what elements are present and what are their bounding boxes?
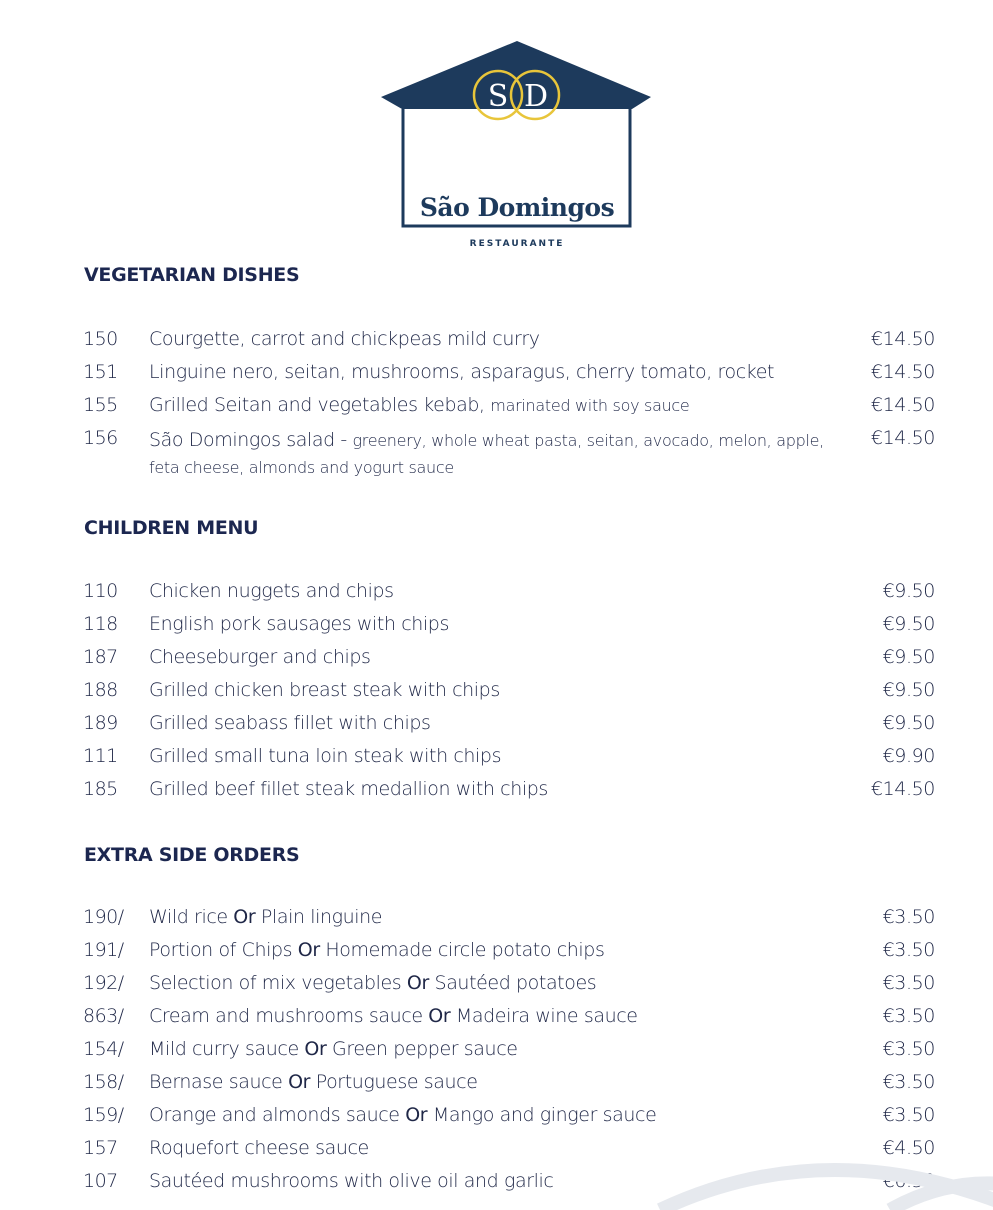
side-option-a: Portion of Chips — [149, 939, 293, 961]
item-description: Courgette, carrot and chickpeas mild curry — [149, 328, 540, 350]
item-description — [149, 1071, 854, 1095]
side-option-a: Orange and almonds sauce — [149, 1104, 400, 1126]
item-number: 157 — [83, 1137, 118, 1159]
watermark-arcs — [640, 1150, 993, 1210]
item-description — [149, 394, 854, 418]
item-price: €9.50 — [882, 613, 935, 635]
side-option-b: Green pepper sauce — [332, 1038, 518, 1060]
item-description — [149, 1038, 854, 1062]
item-description: Roquefort cheese sauce — [149, 1137, 369, 1159]
item-number: 191/ — [83, 939, 124, 961]
or-separator: Or — [297, 939, 320, 961]
item-number: 190/ — [83, 906, 124, 928]
item-price: €14.50 — [870, 361, 935, 383]
item-price: €3.50 — [882, 1071, 935, 1093]
menu-item — [0, 712, 993, 742]
item-description — [149, 427, 839, 481]
item-number: 151 — [83, 361, 118, 383]
item-main-text: Grilled Seitan and vegetables kebab, — [149, 394, 485, 416]
item-description: Grilled beef fillet steak medallion with chips — [149, 778, 548, 800]
menu-item — [0, 778, 993, 808]
item-price: €14.50 — [870, 394, 935, 416]
item-description: Chicken nuggets and chips — [149, 580, 394, 602]
menu-item — [0, 328, 993, 358]
item-note: greenery, whole wheat pasta, seitan, avocado, melon, apple, feta cheese, almonds and yogurt sauce — [149, 431, 824, 477]
item-price: €14.50 — [870, 328, 935, 350]
menu-item — [0, 939, 993, 969]
side-option-a: Selection of mix vegetables — [149, 972, 402, 994]
item-price: €3.50 — [882, 906, 935, 928]
menu-item — [0, 906, 993, 936]
logo-subtitle: RESTAURANTE — [469, 239, 565, 249]
side-option-a: Mild curry sauce — [149, 1038, 299, 1060]
item-number: 185 — [83, 778, 118, 800]
restaurant-logo — [380, 40, 654, 249]
item-description — [149, 972, 854, 996]
item-price: €14.50 — [870, 427, 935, 449]
menu-item — [0, 394, 993, 424]
menu-item — [0, 613, 993, 643]
menu-item — [0, 1104, 993, 1134]
or-separator: Or — [233, 906, 256, 928]
side-option-a: Cream and mushrooms sauce — [149, 1005, 423, 1027]
item-number: 188 — [83, 679, 118, 701]
item-number: 863/ — [83, 1005, 124, 1027]
item-number: 150 — [83, 328, 118, 350]
item-description: Grilled chicken breast steak with chips — [149, 679, 500, 701]
item-description: English pork sausages with chips — [149, 613, 449, 635]
item-description: Grilled seabass fillet with chips — [149, 712, 431, 734]
menu-item — [0, 580, 993, 610]
or-separator: Or — [406, 972, 429, 994]
menu-item — [0, 361, 993, 391]
item-price: €9.50 — [882, 712, 935, 734]
or-separator: Or — [405, 1104, 428, 1126]
menu-item — [0, 1038, 993, 1068]
item-description — [149, 939, 854, 963]
item-description: Cheeseburger and chips — [149, 646, 371, 668]
menu-item — [0, 745, 993, 775]
item-number: 154/ — [83, 1038, 124, 1060]
item-number: 187 — [83, 646, 118, 668]
item-number: 110 — [83, 580, 118, 602]
side-option-b: Sautéed potatoes — [434, 972, 597, 994]
side-option-a: Wild rice — [149, 906, 228, 928]
item-note: marinated with soy sauce — [490, 396, 690, 415]
item-price: €4.50 — [882, 1137, 935, 1159]
item-price: €3.50 — [882, 972, 935, 994]
item-description: Linguine nero, seitan, mushrooms, asparagus, cherry tomato, rocket — [149, 361, 775, 383]
side-option-b: Madeira wine sauce — [455, 1005, 638, 1027]
item-price: €3.50 — [882, 1038, 935, 1060]
side-option-a: Bernase sauce — [149, 1071, 283, 1093]
logo-initial-d: D — [523, 79, 549, 114]
item-number: 155 — [83, 394, 118, 416]
item-number: 156 — [83, 427, 118, 449]
item-description — [149, 1005, 854, 1029]
item-number: 159/ — [83, 1104, 124, 1126]
item-number: 111 — [83, 745, 118, 767]
item-price: €9.50 — [882, 646, 935, 668]
logo-initial-s: S — [487, 79, 509, 114]
menu-item — [0, 646, 993, 676]
section-title-vegetarian: VEGETARIAN DISHES — [84, 264, 300, 286]
or-separator: Or — [288, 1071, 311, 1093]
item-price: €3.50 — [882, 1005, 935, 1027]
side-option-b: Portuguese sauce — [315, 1071, 478, 1093]
menu-item — [0, 679, 993, 709]
logo-name: São Domingos — [419, 193, 615, 222]
menu-item — [0, 1005, 993, 1035]
item-description — [149, 906, 854, 930]
item-price: €14.50 — [870, 778, 935, 800]
item-price: €3.50 — [882, 939, 935, 961]
item-price: €6.50 — [882, 1170, 935, 1192]
item-description — [149, 1104, 854, 1128]
item-number: 192/ — [83, 972, 124, 994]
or-separator: Or — [428, 1005, 451, 1027]
item-price: €3.50 — [882, 1104, 935, 1126]
side-option-b: Mango and ginger sauce — [432, 1104, 657, 1126]
item-price: €9.50 — [882, 679, 935, 701]
menu-item — [0, 427, 993, 483]
menu-item — [0, 1071, 993, 1101]
or-separator: Or — [304, 1038, 327, 1060]
side-option-b: Homemade circle potato chips — [325, 939, 605, 961]
item-number: 107 — [83, 1170, 118, 1192]
section-title-sides: EXTRA SIDE ORDERS — [84, 844, 300, 866]
item-price: €9.50 — [882, 580, 935, 602]
item-main-text: São Domingos salad - — [149, 429, 347, 451]
side-option-b: Plain linguine — [260, 906, 383, 928]
item-number: 158/ — [83, 1071, 124, 1093]
item-number: 118 — [83, 613, 118, 635]
section-title-children: CHILDREN MENU — [84, 517, 259, 539]
menu-item — [0, 972, 993, 1002]
item-number: 189 — [83, 712, 118, 734]
item-description: Sautéed mushrooms with olive oil and garlic — [149, 1170, 554, 1192]
item-description: Grilled small tuna loin steak with chips — [149, 745, 502, 767]
item-price: €9.90 — [882, 745, 935, 767]
